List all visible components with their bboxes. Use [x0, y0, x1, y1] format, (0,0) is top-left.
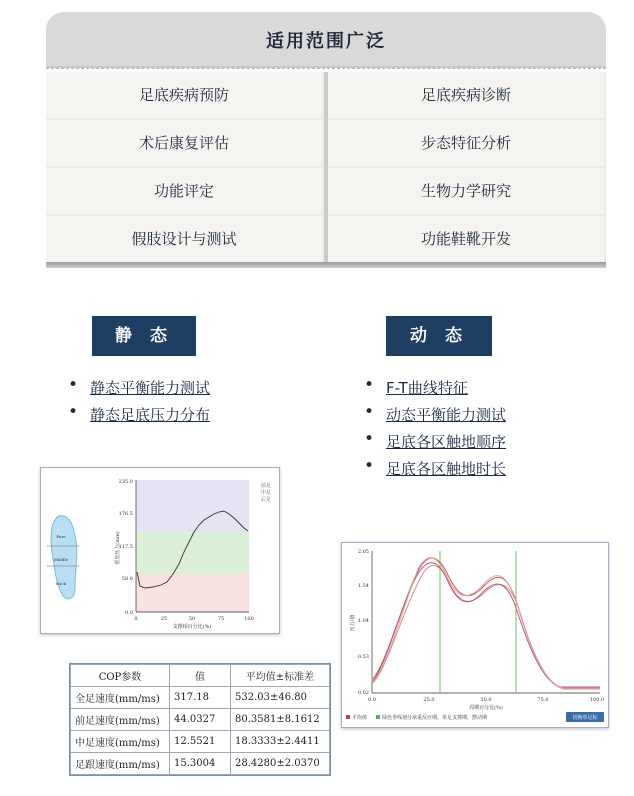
static-list [68, 377, 210, 431]
table-cell: 中足速度(mm/ms) [71, 731, 170, 753]
static-pressure-chart [40, 467, 280, 634]
y-tick: 2.05 [357, 549, 369, 555]
x-axis-label: 支撑相百分比(%) [172, 624, 212, 630]
table-cell: 前足速度(mm/ms) [71, 709, 170, 731]
static-badge: 静 态 [92, 316, 196, 356]
y-tick: 58.8 [121, 576, 133, 582]
header-divider [46, 68, 606, 69]
table-header: 值 [170, 665, 231, 687]
grid-cell: 足底疾病预防 [46, 72, 322, 118]
x-tick: 25 [160, 616, 168, 622]
panel-bottom-bar [46, 262, 606, 268]
table-cell: 12.5521 [170, 731, 231, 753]
x-axis-label: 周期百分比(%) [469, 705, 503, 711]
panel-title: 适用范围广泛 [266, 31, 386, 52]
switch-button-label[interactable]: 切换单足标 [572, 715, 598, 721]
y-tick: 0.53 [357, 654, 369, 660]
table-cell: 317.18 [170, 687, 231, 709]
table-cell: 532.03±46.80 [231, 687, 330, 709]
footprint-icon [47, 516, 79, 599]
x-tick: 75.0 [537, 697, 549, 703]
application-panel [46, 12, 606, 264]
y-tick: 1.54 [357, 583, 369, 589]
y-axis-label: 垂直压力(mm) [115, 531, 121, 565]
y-tick: 176.5 [118, 511, 133, 517]
y-tick: 0.0 [125, 610, 133, 616]
panel-header [46, 12, 606, 68]
y-tick: 117.5 [118, 544, 133, 550]
dynamic-list-item[interactable]: • 足底各区触地顺序 [364, 431, 506, 458]
dynamic-badge: 动 态 [386, 316, 492, 356]
legend-item: 后足 [261, 497, 272, 503]
grid-cell: 步态特征分析 [328, 120, 604, 166]
x-tick: 100.0 [589, 697, 605, 703]
foot-label: Back [56, 581, 66, 586]
grid-cell: 生物力学研究 [328, 168, 604, 214]
x-tick: 100 [244, 616, 254, 622]
grid-divider [324, 72, 328, 264]
table-cell: 全足速度(mm/ms) [71, 687, 170, 709]
x-tick: 25.0 [423, 697, 435, 703]
table-cell: 18.3333±2.4411 [231, 731, 330, 753]
x-tick: 50 [188, 616, 196, 622]
dynamic-list-item[interactable]: • F-T曲线特征 [364, 377, 506, 404]
y-axis-label: 压力/值 [350, 614, 356, 632]
table-row [71, 731, 330, 753]
y-tick: 235.0 [118, 479, 133, 485]
table-cell: 80.3581±8.1612 [231, 709, 330, 731]
static-list-item[interactable]: • 静态平衡能力测试 [68, 377, 210, 404]
dynamic-list-item[interactable]: • 足底各区触地时长 [364, 458, 506, 485]
table-header: 平均值±标准差 [231, 665, 330, 687]
table-header: COP参数 [71, 665, 170, 687]
forefoot-band [136, 480, 249, 532]
grid-cell: 功能鞋靴开发 [328, 216, 604, 262]
table-row [71, 753, 330, 775]
dynamic-list [364, 377, 506, 485]
legend-swatch [376, 715, 380, 719]
x-tick: 0.0 [368, 697, 376, 703]
x-tick: 50.0 [480, 697, 492, 703]
grid-cell: 足底疾病诊断 [328, 72, 604, 118]
legend-item: 平均值 [352, 715, 368, 721]
table-cell: 足跟速度(mm/ms) [71, 753, 170, 775]
table-row [71, 709, 330, 731]
static-list-item[interactable]: • 静态足底压力分布 [68, 404, 210, 431]
legend-swatch [346, 715, 350, 719]
table-cell: 15.3004 [170, 753, 231, 775]
force-time-chart [341, 542, 609, 728]
static-chart-svg [41, 468, 279, 633]
foot-label: Fore [56, 534, 66, 539]
grid-cell: 功能评定 [46, 168, 322, 214]
grid-cell: 假肢设计与测试 [46, 216, 322, 262]
y-tick: 1.04 [357, 618, 369, 624]
force-curve [373, 558, 600, 688]
force-curve [373, 558, 600, 688]
dynamic-list-item[interactable]: • 动态平衡能力测试 [364, 404, 506, 431]
foot-label: Middle [53, 557, 69, 562]
table-header-row [71, 665, 330, 687]
y-tick: 0.02 [357, 690, 369, 696]
cop-table [70, 664, 330, 775]
x-tick: 0 [134, 616, 138, 622]
legend-item: 前足 [261, 483, 272, 489]
legend-item: 绿色垂线划分承重反应期、单足支撑期、摆动期 [382, 715, 488, 721]
table-cell: 44.0327 [170, 709, 231, 731]
rearfoot-band [136, 574, 249, 612]
table-row [71, 687, 330, 709]
ft-chart-svg [342, 543, 608, 727]
grid-cell: 术后康复评估 [46, 120, 322, 166]
midfoot-band [136, 532, 249, 574]
legend-item: 中足 [261, 490, 272, 496]
x-tick: 75 [217, 616, 225, 622]
table-cell: 28.4280±2.0370 [231, 753, 330, 775]
